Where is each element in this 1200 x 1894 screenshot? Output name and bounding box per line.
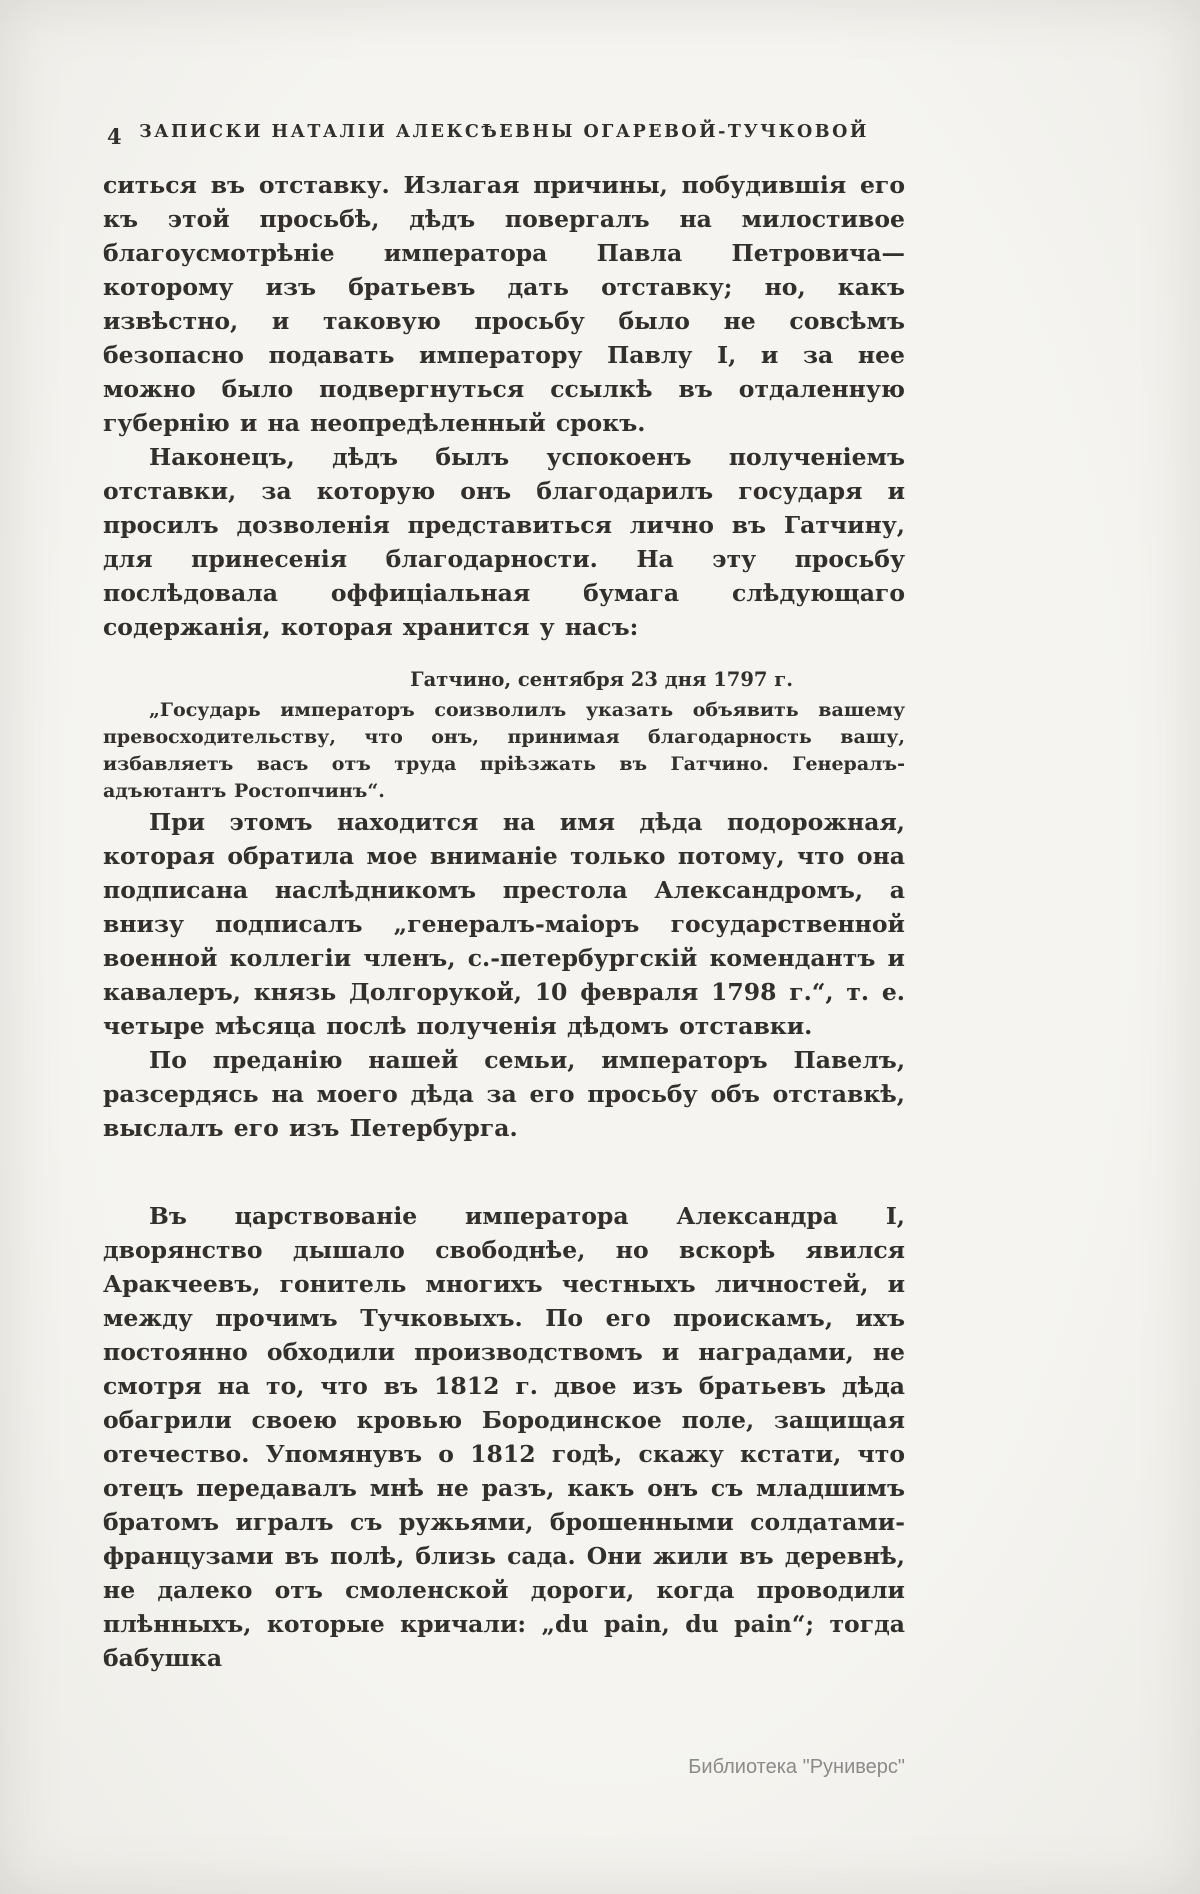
paragraph: Наконецъ, дѣдъ былъ успокоенъ полученіемъ отставки, за которую онъ благодарилъ государя и просилъ дозволенія представиться лично въ Гатчину, для принесенія благодарности. На эту просьбу послѣдовала оффиціальная бумага слѣдующаго содержанія, которая хранится у насъ: bbox=[103, 443, 905, 641]
page-header bbox=[103, 122, 905, 152]
library-watermark: Библиотека "Руниверс" bbox=[688, 1756, 905, 1778]
page-number: 4 bbox=[107, 124, 122, 149]
letter-dateline: Гатчино, сентября 23 дня 1797 г. bbox=[410, 668, 793, 691]
running-title: ЗАПИСКИ НАТАЛІИ АЛЕКСѢЕВНЫ ОГАРЕВОЙ-ТУЧКОВОЙ bbox=[139, 122, 869, 142]
paragraph: ситься въ отставку. Излагая причины, побудившія его къ этой просьбѣ, дѣдъ повергалъ на милостивое благоусмотрѣніе императора Павла Петровича—которому изъ братьевъ дать отставку; но, какъ извѣстно, и таковую просьбу было не совсѣмъ безопасно подавать императору Павлу I, и за нее можно было подвергнуться ссылкѣ въ отдаленную губернію и на неопредѣленный срокъ. bbox=[103, 171, 905, 437]
page-content bbox=[103, 168, 905, 1675]
paragraph: Въ царствованіе императора Александра I, дворянство дышало свободнѣе, но вскорѣ явился Аракчеевъ, гонитель многихъ честныхъ личностей, и между прочимъ Тучковыхъ. По его проискамъ, ихъ постоянно обходили производствомъ и наградами, не смотря на то, что въ 1812 г. двое изъ братьевъ дѣда обагрили своею кровью Бородинское поле, защищая отечество. Упомянувъ о 1812 годѣ, скажу кстати, что отецъ передавалъ мнѣ не разъ, какъ онъ съ младшимъ братомъ игралъ съ ружьями, брошенными солдатами-французами въ полѣ, близь сада. Они жили въ деревнѣ, не далеко отъ смоленской дороги, когда проводили плѣнныхъ, которые кричали: „du pain, du pain“; тогда бабушка bbox=[103, 1202, 905, 1672]
paragraph: При этомъ находится на имя дѣда подорожная, которая обратила мое вниманіе только потому, что она подписана наслѣдникомъ престола Александромъ, а внизу подписалъ „генералъ-маіоръ государственной военной коллегіи членъ, с.-петербургскій комендантъ и кавалеръ, князь Долгорукой, 10 февраля 1798 г.“, т. е. четыре мѣсяца послѣ полученія дѣдомъ отставки. bbox=[103, 808, 905, 1040]
letter-quote: „Государь императоръ соизволилъ указать объявить вашему превосходительству, что онъ, принимая благодарность вашу, избавляетъ васъ отъ труда пріѣзжать въ Гатчино. Генералъ-адъютантъ Ростопчинъ“. bbox=[103, 699, 905, 802]
paragraph: По преданію нашей семьи, императоръ Павелъ, разсердясь на моего дѣда за его просьбу объ отставкѣ, выслалъ его изъ Петербурга. bbox=[103, 1046, 905, 1142]
